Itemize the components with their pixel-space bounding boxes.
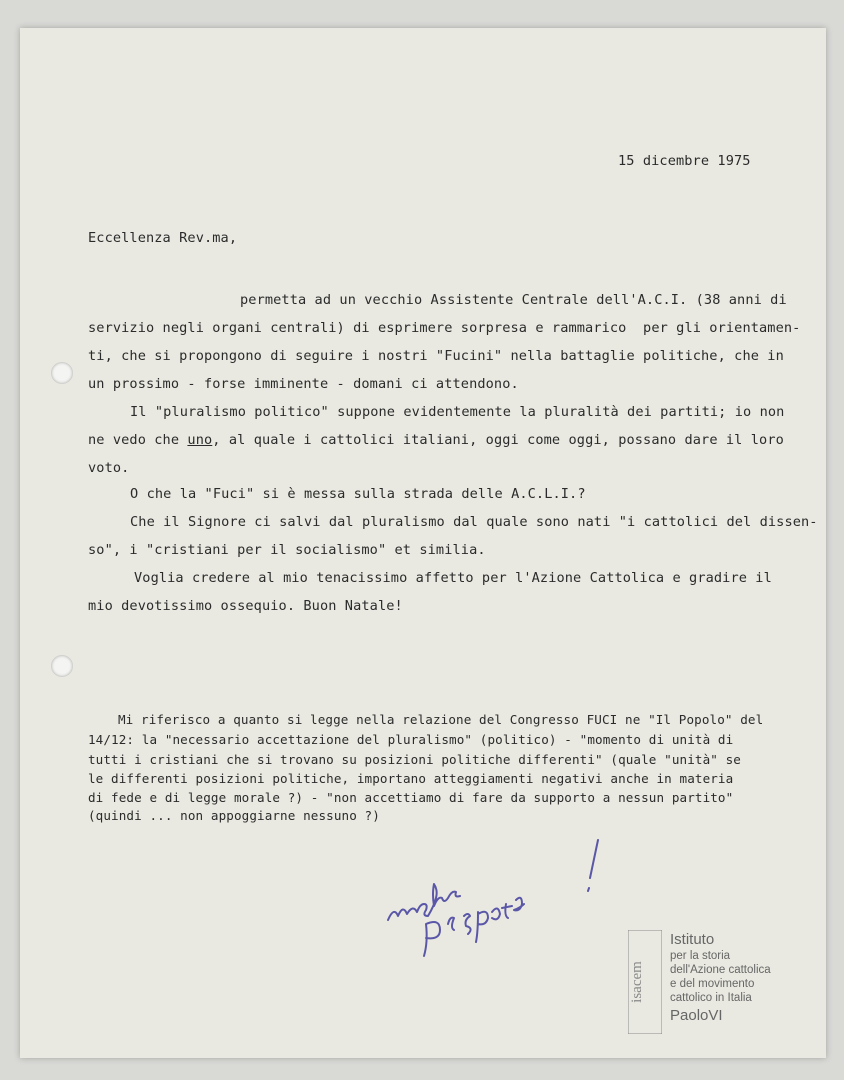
note-line-2: 14/12: la "necessario accettazione del pluralismo" (politico) - "momento di unità di	[88, 732, 734, 747]
logo-line-4: e del movimento	[670, 978, 755, 990]
paragraph-1-line-4: un prossimo - forse imminente - domani ci attendono.	[88, 376, 519, 392]
paragraph-1-line-1: permetta ad un vecchio Assistente Centrale dell'A.C.I. (38 anni di	[240, 292, 787, 308]
note-line-4: le differenti posizioni politiche, importano atteggiamenti negativi anche in materia	[88, 771, 734, 786]
paragraph-1-line-3: ti, che si propongono di seguire i nostri "Fucini" nella battaglie politiche, che in	[88, 348, 784, 364]
logo-line-1: Istituto	[670, 931, 715, 948]
paragraph-3: O che la "Fuci" si è messa sulla strada delle A.C.L.I.?	[130, 486, 586, 502]
paragraph-2-line-1: Il "pluralismo politico" suppone evidentemente la pluralità dei partiti; io non	[130, 404, 785, 420]
punch-hole-top	[51, 362, 73, 384]
svg-text:isacem: isacem	[629, 961, 645, 1003]
paragraph-2-line-3: voto.	[88, 460, 130, 476]
paragraph-4-line-1: Che il Signore ci salvi dal pluralismo dal quale sono nati "i cattolici del dissen-	[130, 514, 818, 530]
isacem-logo	[628, 930, 818, 1040]
logo-line-5: cattolico in Italia	[670, 992, 752, 1004]
handwritten-annotation	[380, 820, 630, 970]
note-line-3: tutti i cristiani che si trovano su posizioni politiche differenti" (quale "unità" se	[88, 752, 741, 767]
logo-line-3: dell'Azione cattolica	[670, 964, 771, 976]
note-line-1: Mi riferisco a quanto si legge nella relazione del Congresso FUCI ne "Il Popolo" del	[118, 712, 764, 727]
paragraph-2-line-2: ne vedo che uno, al quale i cattolici italiani, oggi come oggi, possano dare il loro	[88, 432, 784, 448]
note-line-6: (quindi ... non appoggiarne nessuno ?)	[88, 808, 380, 823]
letter-date: 15 dicembre 1975	[618, 153, 751, 169]
paragraph-5-line-1: Voglia credere al mio tenacissimo affetto per l'Azione Cattolica e gradire il	[134, 570, 772, 586]
letter-salutation: Eccellenza Rev.ma,	[88, 230, 238, 246]
logo-line-6: PaoloVI	[670, 1007, 723, 1024]
logo-line-2: per la storia	[670, 950, 731, 962]
handwritten-text: nessuna risposta!	[380, 820, 388, 821]
punch-hole-bottom	[51, 655, 73, 677]
paragraph-5-line-2: mio devotissimo ossequio. Buon Natale!	[88, 598, 403, 614]
note-line-5: di fede e di legge morale ?) - "non accettiamo di fare da supporto a nessun partito"	[88, 790, 734, 805]
isacem-logo-mark	[628, 930, 662, 1034]
paragraph-4-line-2: so", i "cristiani per il socialismo" et similia.	[88, 542, 486, 558]
paragraph-1-line-2: servizio negli organi centrali) di esprimere sorpresa e rammarico per gli orientamen-	[88, 320, 801, 336]
underlined-word: uno	[187, 432, 213, 448]
